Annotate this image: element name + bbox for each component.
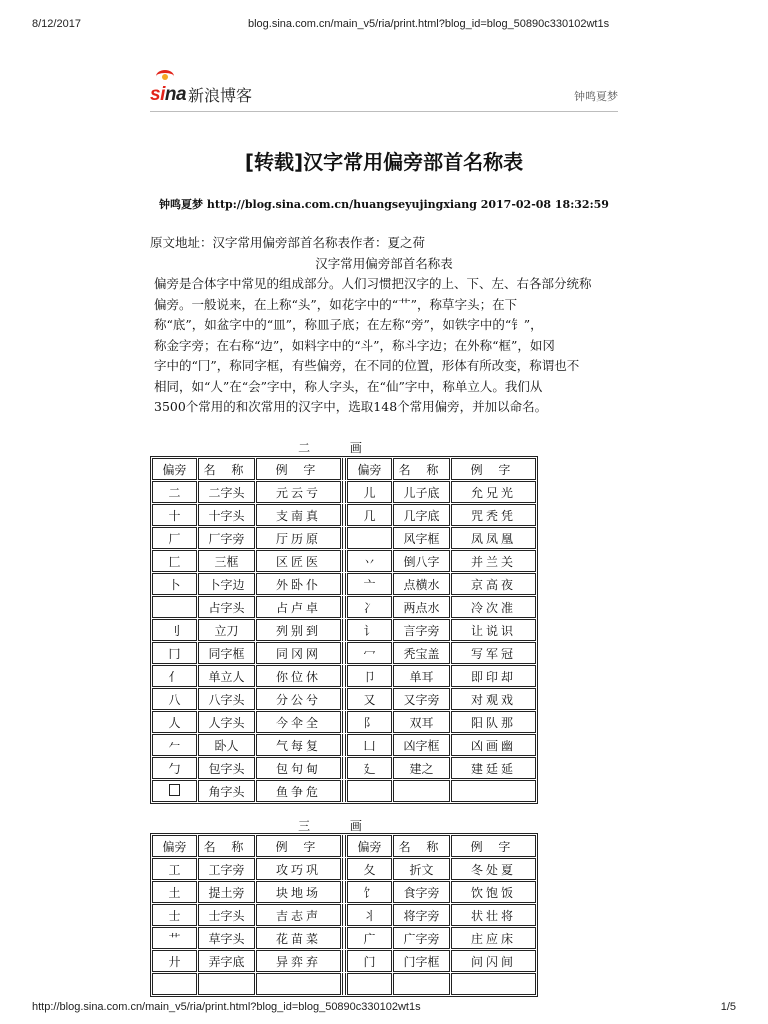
example-chars-cell: 吉志声: [256, 904, 341, 926]
table-row: [152, 688, 536, 710]
table-row: [152, 734, 536, 756]
example-chars-cell: 气每复: [256, 734, 341, 756]
radical-cell: 厂: [152, 527, 197, 549]
table-row: [152, 596, 536, 618]
radical-header: 偏旁: [347, 458, 392, 480]
examples-header: 例 字: [256, 458, 341, 480]
table-row: [152, 950, 536, 972]
radical-name-cell: 将字旁: [393, 904, 450, 926]
column-gap: [342, 573, 346, 595]
radical-cell: 丬: [347, 904, 392, 926]
intro-line: 偏旁。一般说来，在上称“头”，如花字中的“艹”，称草字头；在下: [154, 296, 518, 312]
example-chars-cell: 你位休: [256, 665, 341, 687]
radical-cell: 冂: [152, 642, 197, 664]
table-row: [152, 481, 536, 503]
radical-header: 偏旁: [347, 835, 392, 857]
example-chars-cell: 冷次准: [451, 596, 536, 618]
column-gap: [342, 711, 346, 733]
table-row: [152, 858, 536, 880]
column-gap: [342, 665, 346, 687]
example-chars-cell: 同冈网: [256, 642, 341, 664]
column-gap: [342, 642, 346, 664]
table-header-row: [152, 458, 536, 480]
column-gap: [342, 527, 346, 549]
radical-cell: 廴: [347, 757, 392, 779]
radical-name-cell: 士字头: [198, 904, 255, 926]
example-chars-cell: 允兄光: [451, 481, 536, 503]
table-row: [152, 665, 536, 687]
article-body: [150, 233, 618, 418]
column-gap: [342, 481, 346, 503]
column-gap: [342, 973, 346, 995]
sina-eye-icon: [156, 70, 174, 83]
radical-name-cell: 工字旁: [198, 858, 255, 880]
radical-header: 偏旁: [152, 835, 197, 857]
example-chars-cell: 外卧仆: [256, 573, 341, 595]
sina-blog-logo[interactable]: [150, 76, 252, 106]
table-row: [152, 619, 536, 641]
column-gap: [342, 927, 346, 949]
source-line: 原文地址：汉字常用偏旁部首名称表作者：夏之荷: [150, 235, 426, 250]
name-header: 名 称: [393, 835, 450, 857]
example-chars-cell: 饮饱饭: [451, 881, 536, 903]
intro-line: 称“底”，如盆字中的“皿”，称皿子底；在左称“旁”，如铁字中的“钅”，: [154, 317, 543, 332]
example-chars-cell: 庄应床: [451, 927, 536, 949]
radical-name-cell: 食字旁: [393, 881, 450, 903]
radical-name-cell: 弄字底: [198, 950, 255, 972]
radical-cell: 土: [152, 881, 197, 903]
radical-name-cell: [393, 780, 450, 802]
name-header: 名 称: [198, 458, 255, 480]
radical-name-cell: 折文: [393, 858, 450, 880]
radical-name-cell: 立刀: [198, 619, 255, 641]
column-gap: [342, 596, 346, 618]
radical-cell: 儿: [347, 481, 392, 503]
radical-name-cell: 儿子底: [393, 481, 450, 503]
examples-header: 例 字: [451, 458, 536, 480]
examples-header: 例 字: [256, 835, 341, 857]
radical-name-cell: 言字旁: [393, 619, 450, 641]
radical-cell: [152, 780, 197, 802]
column-gap: [342, 881, 346, 903]
blog-masthead: [150, 70, 618, 110]
example-chars-cell: 块地场: [256, 881, 341, 903]
radical-name-cell: 秃宝盖: [393, 642, 450, 664]
radicals-table-2-strokes: [150, 456, 538, 804]
name-header: 名 称: [198, 835, 255, 857]
print-header: [0, 0, 768, 28]
blog-author[interactable]: 钟鸣夏梦: [574, 90, 618, 103]
intro-line: 相同，如“人”在“会”字中，称人字头，在“仙”字中，称单立人。我们从: [154, 378, 543, 394]
radical-cell: [347, 973, 392, 995]
example-chars-cell: 并兰关: [451, 550, 536, 572]
example-chars-cell: 对观戏: [451, 688, 536, 710]
radical-name-cell: 卜字边: [198, 573, 255, 595]
radical-cell: 勹: [152, 757, 197, 779]
radical-name-cell: 草字头: [198, 927, 255, 949]
radical-header: 偏旁: [152, 458, 197, 480]
radical-cell: 艹: [152, 927, 197, 949]
radical-cell: 夂: [347, 858, 392, 880]
example-chars-cell: 列别到: [256, 619, 341, 641]
radical-name-cell: 建之: [393, 757, 450, 779]
example-chars-cell: 区匠医: [256, 550, 341, 572]
example-chars-cell: 占卢卓: [256, 596, 341, 618]
example-chars-cell: 鱼争危: [256, 780, 341, 802]
example-chars-cell: 建廷延: [451, 757, 536, 779]
logo-text: 新浪博客: [188, 86, 253, 105]
radical-name-cell: 几字底: [393, 504, 450, 526]
radical-cell: 刂: [152, 619, 197, 641]
radical-cell: 卩: [347, 665, 392, 687]
example-chars-cell: 花苗菜: [256, 927, 341, 949]
table-row: [152, 711, 536, 733]
section-heading-2: 二 画: [298, 441, 380, 455]
example-chars-cell: 阳队那: [451, 711, 536, 733]
footer-url: http://blog.sina.com.cn/main_v5/ria/print.html?blog_id=blog_50890c330102wt1s: [32, 1001, 421, 1013]
example-chars-cell: [451, 973, 536, 995]
radical-cell: 匚: [152, 550, 197, 572]
radical-name-cell: 又字旁: [393, 688, 450, 710]
article-byline: 钟鸣夏梦 http://blog.sina.com.cn/huangseyujingxiang 2017-02-08 18:32:59: [159, 198, 609, 211]
radical-name-cell: 角字头: [198, 780, 255, 802]
column-gap: [342, 904, 346, 926]
example-chars-cell: 厅历原: [256, 527, 341, 549]
radical-name-cell: 厂字旁: [198, 527, 255, 549]
sina-logo-wordmark: sina: [150, 84, 187, 105]
radical-cell: 亠: [347, 573, 392, 595]
radicals-table-3-strokes: [150, 833, 538, 997]
radical-cell: 廾: [152, 950, 197, 972]
examples-header: 例 字: [451, 835, 536, 857]
radical-cell: 几: [347, 504, 392, 526]
radical-name-cell: 二字头: [198, 481, 255, 503]
page-number: 1/5: [720, 1001, 736, 1013]
table-row: [152, 504, 536, 526]
radical-cell: 凵: [347, 734, 392, 756]
radical-name-cell: 单耳: [393, 665, 450, 687]
radical-cell: 门: [347, 950, 392, 972]
radical-name-cell: 两点水: [393, 596, 450, 618]
section-heading-3: 三 画: [298, 819, 380, 833]
example-chars-cell: 今伞全: [256, 711, 341, 733]
table-row: [152, 904, 536, 926]
radical-name-cell: 同字框: [198, 642, 255, 664]
box-radical-glyph: [169, 784, 180, 796]
radical-cell: 又: [347, 688, 392, 710]
example-chars-cell: 让说识: [451, 619, 536, 641]
column-gap: [342, 780, 346, 802]
radical-name-cell: [198, 973, 255, 995]
radical-name-cell: [393, 973, 450, 995]
radical-cell: 冖: [347, 642, 392, 664]
table-row: [152, 973, 536, 995]
example-chars-cell: 元云亏: [256, 481, 341, 503]
column-gap: [342, 734, 346, 756]
column-gap: [342, 835, 346, 857]
radical-cell: 𠂉: [152, 734, 197, 756]
table-row: [152, 780, 536, 802]
print-date: 8/12/2017: [32, 18, 81, 30]
name-header: 名 称: [393, 458, 450, 480]
radical-cell: 冫: [347, 596, 392, 618]
print-footer: [0, 1000, 768, 1024]
example-chars-cell: 异弈弃: [256, 950, 341, 972]
radical-cell: 士: [152, 904, 197, 926]
print-url: blog.sina.com.cn/main_v5/ria/print.html?blog_id=blog_50890c330102wt1s: [248, 18, 610, 30]
example-chars-cell: 状壮将: [451, 904, 536, 926]
radical-cell: 八: [152, 688, 197, 710]
radical-name-cell: 门字框: [393, 950, 450, 972]
column-gap: [342, 619, 346, 641]
table-row: [152, 881, 536, 903]
radical-cell: 讠: [347, 619, 392, 641]
example-chars-cell: 支南真: [256, 504, 341, 526]
radical-name-cell: 八字头: [198, 688, 255, 710]
radical-cell: 丷: [347, 550, 392, 572]
table-row: [152, 757, 536, 779]
radical-name-cell: 卧人: [198, 734, 255, 756]
radical-name-cell: 广字旁: [393, 927, 450, 949]
example-chars-cell: [451, 780, 536, 802]
radical-cell: 卜: [152, 573, 197, 595]
example-chars-cell: 凤凤凰: [451, 527, 536, 549]
column-gap: [342, 757, 346, 779]
article-subtitle: 汉字常用偏旁部首名称表: [315, 255, 453, 271]
radical-name-cell: 凶字框: [393, 734, 450, 756]
table-header-row: [152, 835, 536, 857]
radical-cell: 广: [347, 927, 392, 949]
example-chars-cell: 写军冠: [451, 642, 536, 664]
radical-name-cell: 提土旁: [198, 881, 255, 903]
radical-cell: [152, 596, 197, 618]
column-gap: [342, 858, 346, 880]
column-gap: [342, 458, 346, 480]
table-row: [152, 573, 536, 595]
intro-line: 称金字旁；在右称“边”，如料字中的“斗”，称斗字边；在外称“框”，如冈: [154, 337, 555, 353]
radical-cell: 工: [152, 858, 197, 880]
example-chars-cell: 京高夜: [451, 573, 536, 595]
radical-name-cell: 风字框: [393, 527, 450, 549]
radical-cell: 亻: [152, 665, 197, 687]
example-chars-cell: [256, 973, 341, 995]
radical-cell: 阝: [347, 711, 392, 733]
radical-name-cell: 人字头: [198, 711, 255, 733]
radical-cell: [347, 780, 392, 802]
radical-name-cell: 倒八字: [393, 550, 450, 572]
radical-name-cell: 点横水: [393, 573, 450, 595]
radical-cell: 饣: [347, 881, 392, 903]
radical-name-cell: 双耳: [393, 711, 450, 733]
table-row: [152, 927, 536, 949]
column-gap: [342, 688, 346, 710]
radical-name-cell: 占字头: [198, 596, 255, 618]
example-chars-cell: 冬处夏: [451, 858, 536, 880]
column-gap: [342, 550, 346, 572]
radical-cell: 十: [152, 504, 197, 526]
column-gap: [342, 950, 346, 972]
example-chars-cell: 凶画幽: [451, 734, 536, 756]
column-gap: [342, 504, 346, 526]
example-chars-cell: 咒秃凭: [451, 504, 536, 526]
radical-name-cell: 包字头: [198, 757, 255, 779]
radical-name-cell: 单立人: [198, 665, 255, 687]
table-row: [152, 527, 536, 549]
article-title: [转载]汉字常用偏旁部首名称表: [244, 150, 524, 174]
table-row: [152, 642, 536, 664]
example-chars-cell: 包句甸: [256, 757, 341, 779]
example-chars-cell: 分公兮: [256, 688, 341, 710]
radical-cell: [152, 973, 197, 995]
example-chars-cell: 即印却: [451, 665, 536, 687]
radical-name-cell: 三框: [198, 550, 255, 572]
intro-line: 偏旁是合体字中常见的组成部分。人们习惯把汉字的上、下、左、右各部分统称: [154, 276, 592, 291]
radical-cell: 二: [152, 481, 197, 503]
radical-cell: 人: [152, 711, 197, 733]
intro-line: 3500个常用的和次常用的汉字中，选取148个常用偏旁，并加以命名。: [154, 399, 548, 414]
table-row: [152, 550, 536, 572]
intro-paragraph: [150, 274, 618, 418]
masthead-divider: [150, 111, 618, 112]
example-chars-cell: 问闪间: [451, 950, 536, 972]
example-chars-cell: 攻巧巩: [256, 858, 341, 880]
radical-name-cell: 十字头: [198, 504, 255, 526]
radical-cell: [347, 527, 392, 549]
intro-line: 字中的“冂”，称同字框，有些偏旁，在不同的位置，形体有所改变，称谓也不: [154, 358, 580, 373]
